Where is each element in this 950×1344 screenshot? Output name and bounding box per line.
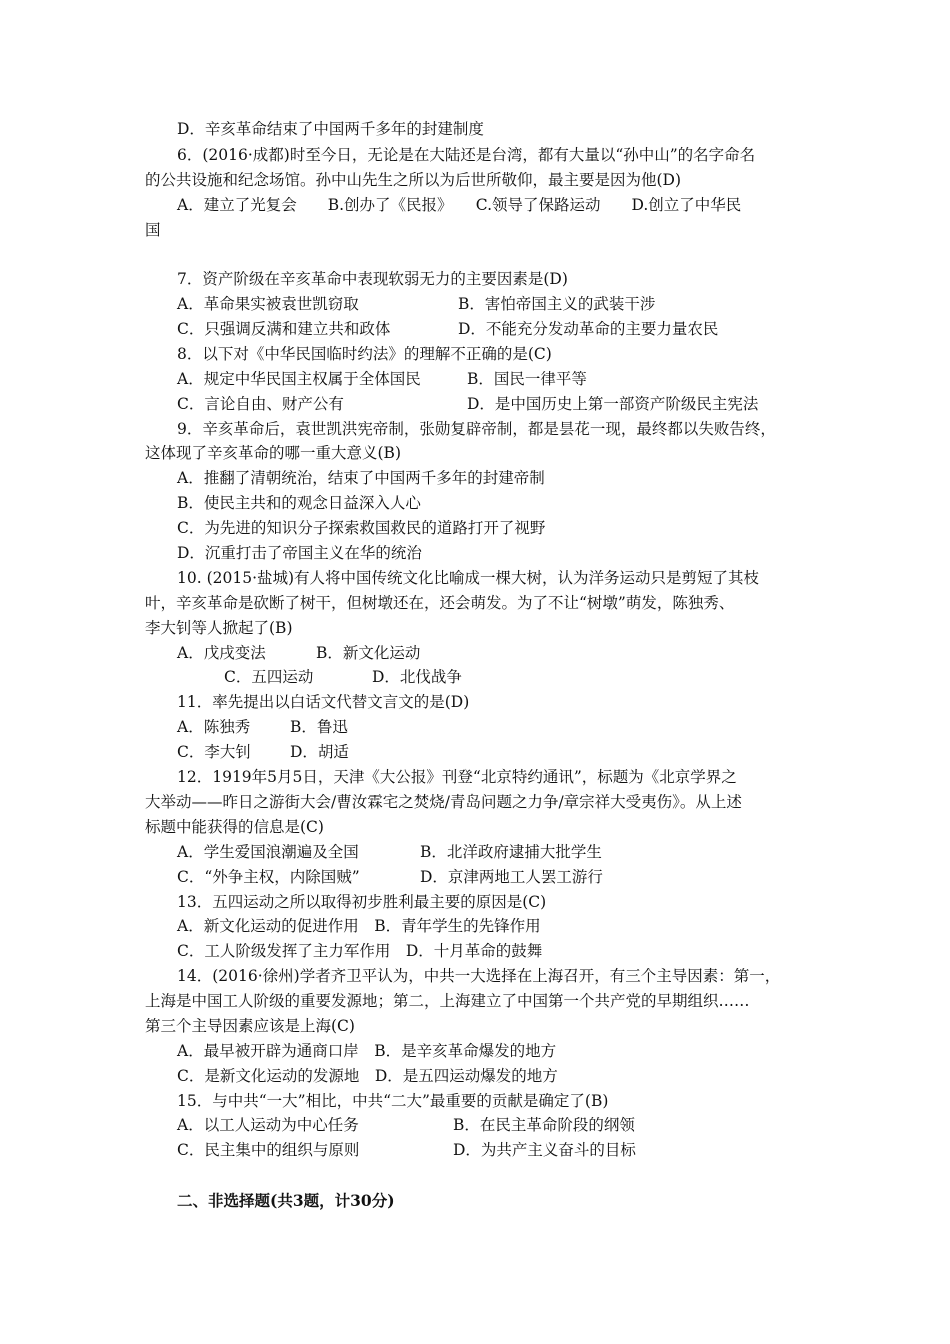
- q14-options-cd: C．是新文化运动的发源地 D．是五四运动爆发的地方: [177, 1067, 558, 1085]
- q8-stem: 8．以下对《中华民国临时约法》的理解不正确的是(C): [177, 345, 552, 363]
- q10-stem-line3: 李大钊等人掀起了(B): [145, 619, 293, 637]
- q9-stem-line1: 9．辛亥革命后，袁世凯洪宪帝制，张勋复辟帝制，都是昙花一现，最终都以失败告终，: [177, 420, 776, 438]
- q11-stem: 11．率先提出以白话文代替文言文的是(D): [177, 693, 470, 711]
- q8-option-c: C．言论自由、财产公有: [177, 395, 344, 413]
- q10-option-a: A．戊戌变法: [177, 644, 266, 662]
- q11-option-d: D．胡适: [290, 743, 349, 761]
- q5-option-d: D．辛亥革命结束了中国两千多年的封建制度: [177, 120, 484, 138]
- q11-option-b: B．鲁迅: [290, 718, 348, 736]
- q10-stem-line2: 叶，辛亥革命是砍断了树干，但树墩还在，还会萌发。为了不让“树墩”萌发，陈独秀、: [145, 594, 735, 612]
- q11-option-c: C．李大钊: [177, 743, 251, 761]
- q10-stem-line1: 10. (2015·盐城)有人将中国传统文化比喻成一棵大树，认为洋务运动只是剪短了其枝: [177, 569, 760, 587]
- q14-stem-line1: 14．(2016·徐州)学者齐卫平认为，中共一大选择在上海召开，有三个主导因素：第一，: [177, 967, 781, 985]
- q10-option-c: C．五四运动: [224, 668, 314, 686]
- q6-options-line1: A．建立了光复会 B.创办了《民报》 C.领导了保路运动 D.创立了中华民: [177, 196, 742, 214]
- q12-option-a: A．学生爱国浪潮遍及全国: [177, 843, 359, 861]
- q10-option-b: B．新文化运动: [316, 644, 421, 662]
- q12-option-c: C．“外争主权，内除国贼”: [177, 868, 360, 886]
- q6-options-line2: 国: [145, 221, 161, 239]
- q8-option-d: D．是中国历史上第一部资产阶级民主宪法: [467, 395, 759, 413]
- q12-stem-line3: 标题中能获得的信息是(C): [145, 818, 324, 836]
- q9-option-c: C．为先进的知识分子探索救国救民的道路打开了视野: [177, 519, 546, 537]
- q14-options-ab: A．最早被开辟为通商口岸 B．是辛亥革命爆发的地方: [177, 1042, 557, 1060]
- q8-option-b: B．国民一律平等: [467, 370, 587, 388]
- q9-option-a: A．推翻了清朝统治，结束了中国两千多年的封建帝制: [177, 469, 545, 487]
- q7-option-d: D．不能充分发动革命的主要力量农民: [458, 320, 719, 338]
- q10-option-d: D．北伐战争: [372, 668, 462, 686]
- q9-option-b: B．使民主共和的观念日益深入人心: [177, 494, 421, 512]
- q14-stem-line3: 第三个主导因素应该是上海(C): [145, 1017, 355, 1035]
- q15-stem: 15．与中共“一大”相比，中共“二大”最重要的贡献是确定了(B): [177, 1092, 609, 1110]
- q15-option-b: B．在民主革命阶段的纲领: [453, 1116, 635, 1134]
- q6-stem-line2: 的公共设施和纪念场馆。孙中山先生之所以为后世所敬仰，最主要是因为他(D): [145, 171, 682, 189]
- q13-options-cd: C．工人阶级发挥了主力军作用 D．十月革命的鼓舞: [177, 942, 543, 960]
- q11-option-a: A．陈独秀: [177, 718, 251, 736]
- q9-option-d: D．沉重打击了帝国主义在华的统治: [177, 544, 422, 562]
- q7-option-c: C．只强调反满和建立共和政体: [177, 320, 391, 338]
- q12-stem-line2: 大举动——昨日之游街大会/曹汝霖宅之焚烧/青岛问题之力争/章宗祥大受夷伤》。从上述: [145, 793, 742, 811]
- q15-option-c: C．民主集中的组织与原则: [177, 1141, 360, 1159]
- section-heading-non-choice: 二、非选择题(共3题，计30分): [177, 1191, 395, 1210]
- q13-options-ab: A．新文化运动的促进作用 B．青年学生的先锋作用: [177, 917, 541, 935]
- q7-option-a: A．革命果实被袁世凯窃取: [177, 295, 359, 313]
- q12-option-b: B．北洋政府逮捕大批学生: [420, 843, 602, 861]
- q12-stem-line1: 12．1919年5月5日，天津《大公报》刊登“北京特约通讯”，标题为《北京学界之: [177, 768, 737, 786]
- q9-stem-line2: 这体现了辛亥革命的哪一重大意义(B): [145, 444, 401, 462]
- q15-option-a: A．以工人运动为中心任务: [177, 1116, 359, 1134]
- q6-stem-line1: 6．(2016·成都)时至今日，无论是在大陆还是台湾，都有大量以“孙中山”的名字命名: [177, 146, 756, 164]
- q8-option-a: A．规定中华民国主权属于全体国民: [177, 370, 421, 388]
- q7-option-b: B．害怕帝国主义的武装干涉: [458, 295, 656, 313]
- q13-stem: 13．五四运动之所以取得初步胜利最主要的原因是(C): [177, 893, 547, 911]
- q12-option-d: D．京津两地工人罢工游行: [420, 868, 603, 886]
- q7-stem: 7．资产阶级在辛亥革命中表现软弱无力的主要因素是(D): [177, 270, 568, 288]
- q14-stem-line2: 上海是中国工人阶级的重要发源地；第二，上海建立了中国第一个共产党的早期组织……: [145, 992, 750, 1010]
- q15-option-d: D．为共产主义奋斗的目标: [453, 1141, 636, 1159]
